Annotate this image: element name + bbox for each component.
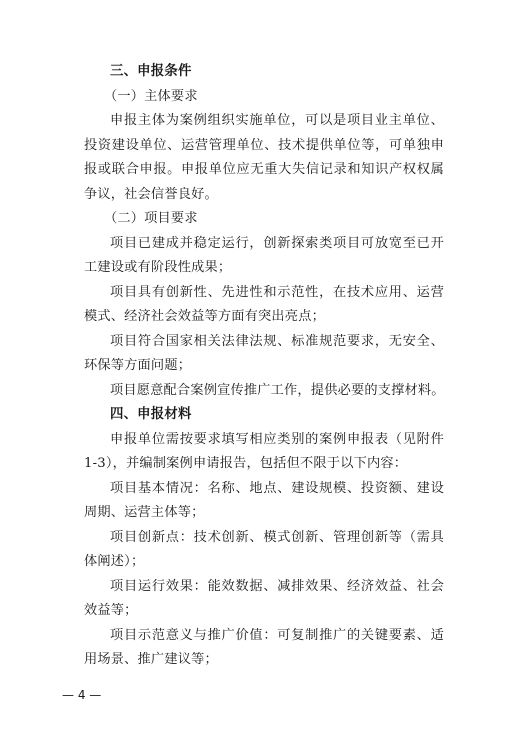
paragraph-line: 投资建设单位、运营管理单位、技术提供单位等，可单独申 — [84, 137, 444, 153]
paragraph-line: 项目愿意配合案例宣传推广工作，提供必要的支撑材料。 — [110, 382, 445, 398]
section-heading-application-conditions: 三、申报条件 — [110, 64, 192, 79]
paragraph-line: 体阐述）； — [84, 554, 145, 569]
paragraph-line: 项目基本情况：名称、地点、建设规模、投资额、建设 — [110, 480, 444, 496]
paragraph-line: 项目运行效果：能效数据、减排效果、经济效益、社会 — [110, 578, 444, 594]
document-body — [84, 60, 444, 673]
paragraph-line: 争议，社会信誉良好。 — [84, 186, 218, 202]
paragraph-line: 环保等方面问题； — [84, 358, 192, 373]
paragraph-line: 模式、经济社会效益等方面有突出亮点； — [84, 309, 325, 324]
page-number: — 4 — — [62, 688, 102, 702]
paragraph-line: 项目已建成并稳定运行，创新探索类项目可放宽至已开 — [110, 235, 444, 251]
paragraph-line: 项目创新点：技术创新、模式创新、管理创新等（需具 — [110, 529, 444, 545]
paragraph-line: 1-3），并编制案例申请报告，包括但不限于以下内容： — [84, 456, 408, 471]
subsection-heading-entity-requirements: （一）主体要求 — [104, 88, 198, 104]
paragraph-line: 工建设或有阶段性成果； — [84, 260, 232, 275]
subsection-heading-project-requirements: （二）项目要求 — [104, 211, 198, 226]
paragraph-line: 效益等； — [84, 603, 138, 618]
section-heading-application-materials: 四、申报材料 — [110, 407, 192, 422]
paragraph-line: 用场景、推广建议等； — [84, 652, 218, 667]
paragraph-line: 项目具有创新性、先进性和示范性，在技术应用、运营 — [110, 284, 444, 300]
paragraph-line: 项目符合国家相关法律法规、标准规范要求，无安全、 — [110, 333, 444, 349]
paragraph-line: 报或联合申报。申报单位应无重大失信记录和知识产权权属 — [84, 162, 444, 177]
paragraph-line: 项目示范意义与推广价值：可复制推广的关键要素、适 — [110, 627, 444, 643]
paragraph-line: 周期、运营主体等； — [84, 505, 205, 520]
paragraph-line: 申报主体为案例组织实施单位，可以是项目业主单位、 — [110, 113, 444, 128]
paragraph-line: 申报单位需按要求填写相应类别的案例申报表（见附件 — [110, 431, 444, 447]
